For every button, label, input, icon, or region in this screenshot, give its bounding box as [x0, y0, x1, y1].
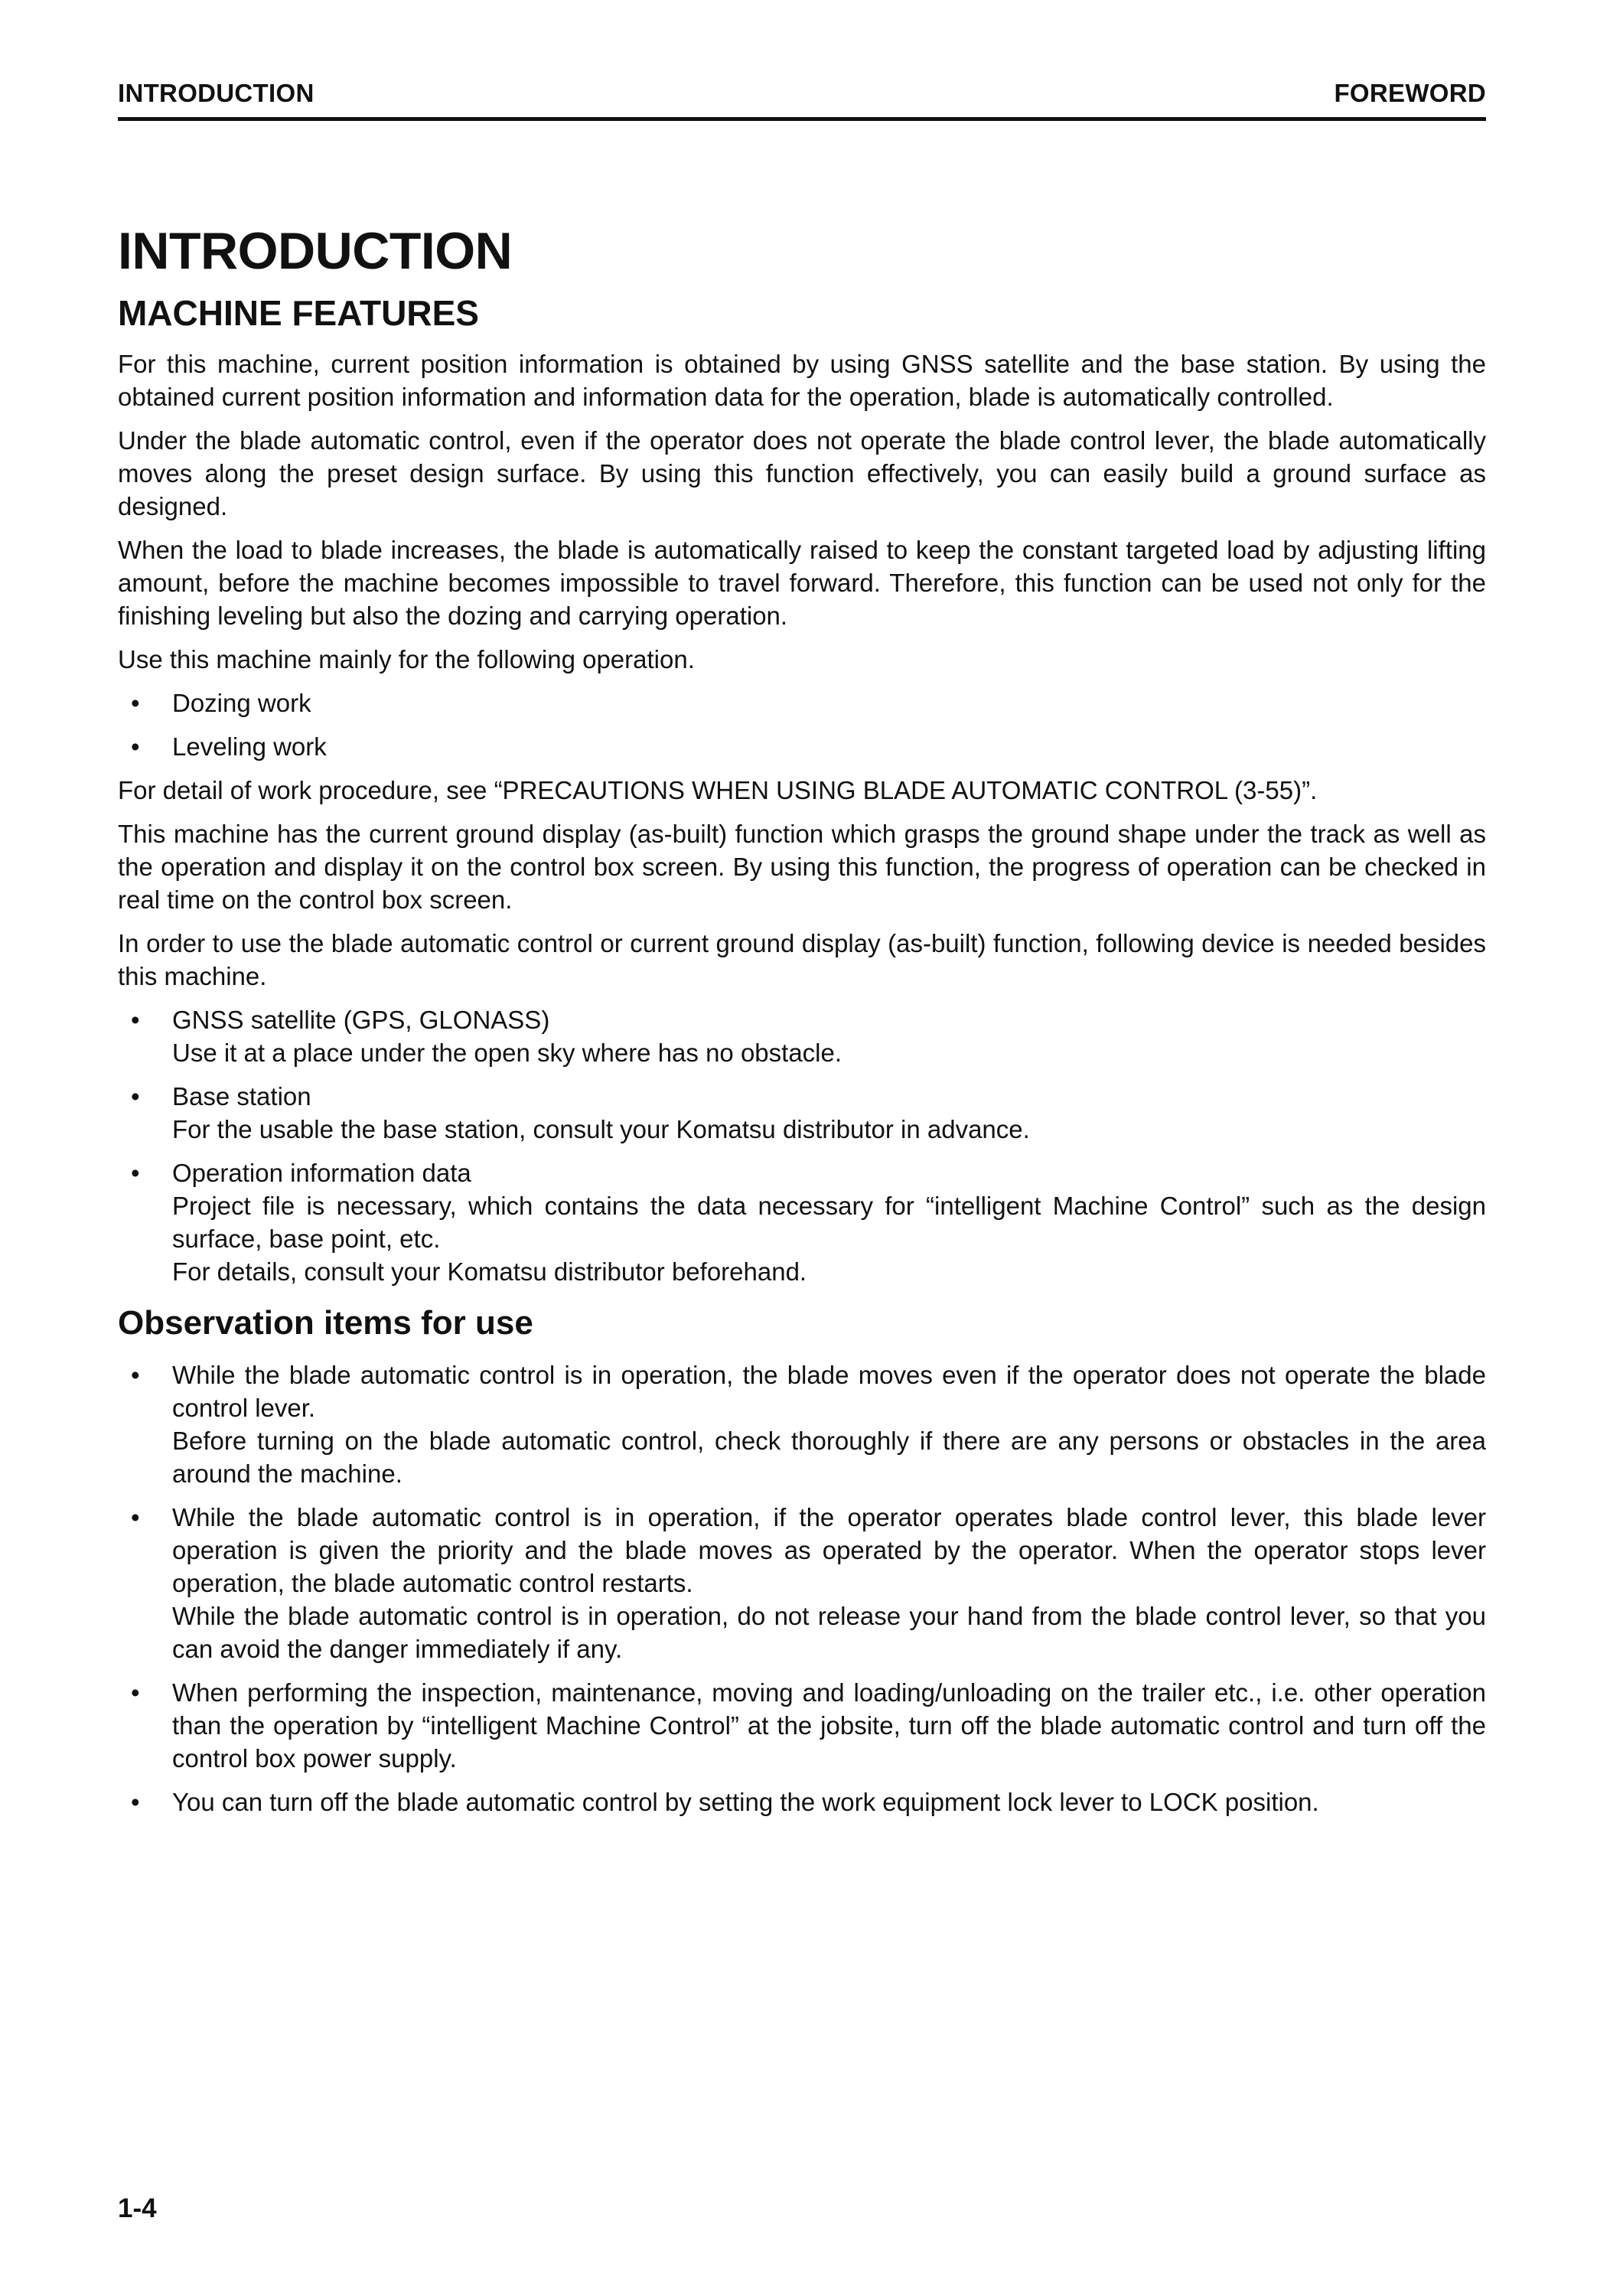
device-title: GNSS satellite (GPS, GLONASS)	[172, 1006, 550, 1034]
list-item	[118, 1080, 1486, 1146]
list-item	[118, 1003, 1486, 1069]
section-heading-observation-items: Observation items for use	[118, 1304, 533, 1342]
observation-text: While the blade automatic control is in operation, if the operator operates blade control lever, this blade lever operation is given the priority and the blade moves as operated by the operator. When the operator stops lever operation, the blade automatic control restarts.	[172, 1503, 1486, 1597]
paragraph-as-built-display: This machine has the current ground display (as-built) function which grasps the ground shape under the track as well as the operation and display it on the control box screen. By using this function, the progress of operation can be checked in real time on the control box screen.	[118, 820, 1486, 914]
paragraph-automatic-control: Under the blade automatic control, even if the operator does not operate the blade control lever, the blade automatically moves along the preset design surface. By using this function effectively, you can easily build a ground surface as designed.	[118, 426, 1486, 520]
paragraph-load-control: When the load to blade increases, the blade is automatically raised to keep the constant targeted load by adjusting lifting amount, before the machine becomes impossible to travel forward. Therefore, this function can be used not only for the finishing leveling but also the dozing and carrying operation.	[118, 536, 1486, 630]
running-header	[118, 75, 1486, 121]
bullet-glyph: •	[131, 1006, 140, 1034]
observation-text: While the blade automatic control is in operation, do not release your hand from the blade control lever, so that you can avoid the danger immediately if any.	[172, 1602, 1486, 1663]
bullet-glyph: •	[131, 1361, 140, 1389]
work-item-text: Dozing work	[172, 689, 311, 717]
observation-text: When performing the inspection, maintenance, moving and loading/unloading on the trailer etc., i.e. other operation than the operation by “intelligent Machine Control” at the jobsite, turn off the blade automatic control and turn off the control box power supply.	[172, 1678, 1486, 1773]
device-title: Operation information data	[172, 1159, 471, 1187]
page-number: 1-4	[118, 2193, 157, 2223]
paragraph-required-devices: In order to use the blade automatic control or current ground display (as-built) function, following device is needed besides this machine.	[118, 929, 1486, 990]
bullet-glyph: •	[131, 1503, 140, 1531]
observation-list	[118, 1358, 1486, 1818]
device-title: Base station	[172, 1082, 311, 1110]
bullet-glyph: •	[131, 1082, 140, 1110]
bullet-glyph: •	[131, 1678, 140, 1707]
bullet-glyph: •	[131, 732, 140, 761]
observation-text: While the blade automatic control is in operation, the blade moves even if the operator does not operate the blade control lever.	[172, 1361, 1486, 1422]
work-item-text: Leveling work	[172, 732, 327, 761]
list-item	[118, 1676, 1486, 1775]
work-list	[118, 687, 1486, 763]
paragraph-procedure-reference: For detail of work procedure, see “PRECAUTIONS WHEN USING BLADE AUTOMATIC CONTROL (3-55)”.	[118, 776, 1318, 804]
page-content	[118, 214, 1486, 1829]
bullet-glyph: •	[131, 689, 140, 717]
device-list	[118, 1003, 1486, 1288]
device-description: Use it at a place under the open sky where has no obstacle.	[172, 1039, 842, 1067]
list-item	[118, 687, 1486, 719]
list-item	[118, 1786, 1486, 1818]
device-description: For the usable the base station, consult your Komatsu distributor in advance.	[172, 1115, 1030, 1143]
bullet-glyph: •	[131, 1159, 140, 1187]
header-section-label: INTRODUCTION	[118, 79, 314, 107]
list-item	[118, 1156, 1486, 1288]
manual-page	[118, 0, 1486, 2296]
device-description: For details, consult your Komatsu distributor beforehand.	[172, 1257, 807, 1286]
list-item	[118, 730, 1486, 763]
list-item	[118, 1501, 1486, 1665]
header-chapter-label: FOREWORD	[1334, 79, 1486, 107]
device-description: Project file is necessary, which contains the data necessary for “intelligent Machine Control” such as the design surface, base point, etc.	[172, 1192, 1486, 1253]
paragraph-usage-intro: Use this machine mainly for the following operation.	[118, 645, 695, 673]
page-title: INTRODUCTION	[118, 222, 513, 280]
observation-text: Before turning on the blade automatic control, check thoroughly if there are any persons or obstacles in the area around the machine.	[172, 1427, 1486, 1488]
observation-text: You can turn off the blade automatic control by setting the work equipment lock lever to LOCK position.	[172, 1788, 1319, 1816]
bullet-glyph: •	[131, 1788, 140, 1816]
section-heading-machine-features: MACHINE FEATURES	[118, 293, 479, 333]
paragraph-gnss-info: For this machine, current position information is obtained by using GNSS satellite and the base station. By using the obtained current position information and information data for the operation, blade is automatically controlled.	[118, 350, 1486, 411]
list-item	[118, 1358, 1486, 1490]
